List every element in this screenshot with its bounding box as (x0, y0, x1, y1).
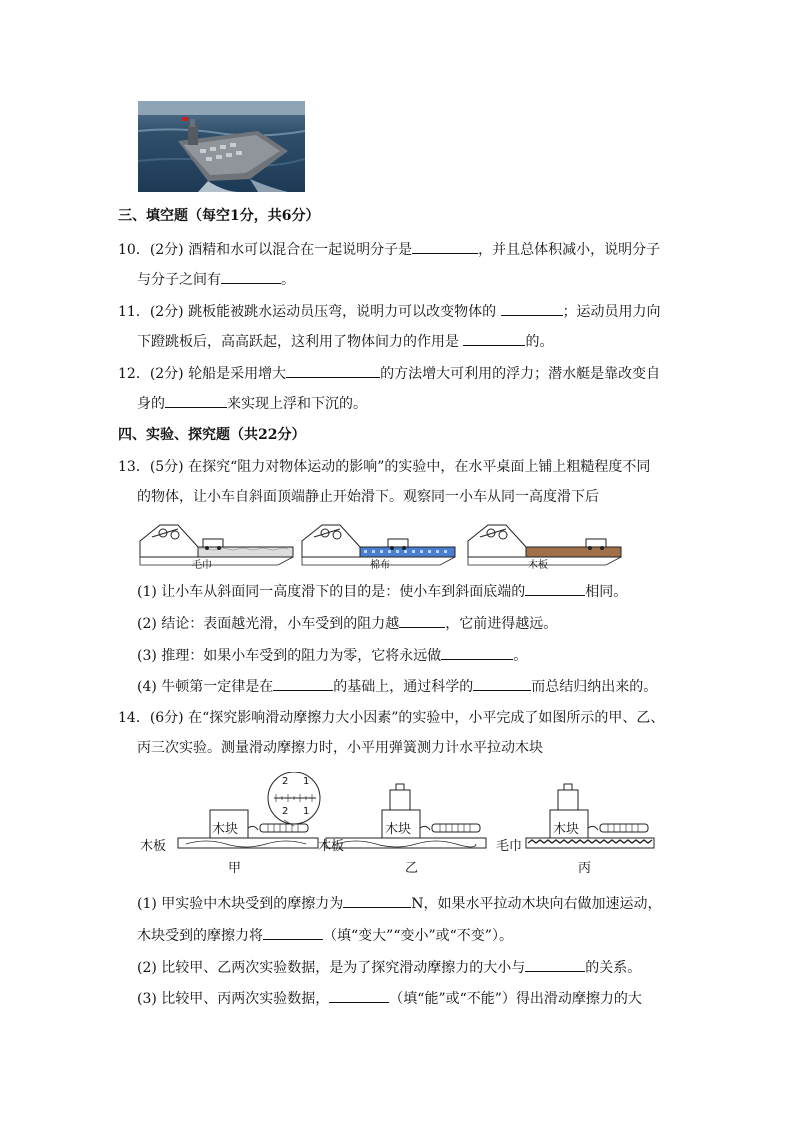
board-bing (526, 784, 654, 848)
q13-p4-mid: 的基础上，通过科学的 (333, 679, 474, 695)
q10-blank-2[interactable] (221, 269, 281, 284)
block-label-bing: 木块 (553, 822, 580, 837)
q14-p2-text: (2) 比较甲、乙两次实验数据，是为了探究滑动摩擦力的大小与 (137, 960, 526, 976)
section-3-title: 三、填空题（每空1分，共6分） (118, 208, 320, 224)
q14-p1-mid: N，如果水平拉动木块向右做加速运动， (411, 896, 662, 912)
caption-bing: 丙 (578, 861, 592, 876)
q14-part-3 (137, 988, 642, 1009)
q12-text-a: 12．(2分) 轮船是采用增大 (118, 366, 287, 382)
q13-part-4 (137, 676, 657, 697)
q11-text-a: 11．(2分) 跳板能被跳水运动员压弯，说明力可以改变物体的 (118, 304, 497, 320)
q13-p2-end: ，它前进得越远。 (445, 616, 558, 632)
question-12-line-2 (137, 393, 367, 414)
question-10-line-1 (118, 239, 660, 260)
q11-blank-1[interactable] (501, 301, 563, 316)
block-label-yi: 木块 (385, 822, 412, 837)
q13-blank-5[interactable] (473, 676, 531, 691)
q13-blank-4[interactable] (273, 676, 333, 691)
q13-part-3 (137, 645, 527, 666)
q13-p1-end: 相同。 (585, 584, 628, 600)
section-4-title: 四、实验、探究题（共22分） (118, 427, 306, 443)
q12-blank-2[interactable] (165, 393, 227, 408)
q13-p4-end: 而总结归纳出来的。 (531, 679, 658, 695)
fig-label-cotton: 棉布 (370, 560, 390, 571)
board-jia (178, 772, 320, 848)
q13-p2-text: (2) 结论：表面越光滑，小车受到的阻力越 (137, 616, 400, 632)
towel-label: 毛巾 (496, 839, 523, 854)
q10-text-c: 与分子之间有 (137, 272, 221, 288)
q14-p2-end: 的关系。 (585, 960, 642, 976)
q14-blank-4[interactable] (329, 988, 389, 1003)
q10-text-b: ，并且总体积减小，说明分子 (478, 242, 661, 258)
q14-p3-end: （填“能”或“不能”）得出滑动摩擦力的大 (389, 991, 642, 1007)
caption-yi: 乙 (405, 861, 419, 876)
friction-experiment-figure (176, 772, 656, 854)
gauge-label-bottom-right: 1 (303, 806, 310, 817)
fig-label-wood: 木板 (528, 560, 548, 571)
question-11-line-1 (118, 301, 661, 322)
q12-blank-1[interactable] (286, 363, 380, 378)
q14-p1-text: (1) 甲实验中木块受到的摩擦力为 (137, 896, 344, 912)
q13-p1-text: (1) 让小车从斜面同一高度滑下的目的是：使小车到斜面底端的 (137, 584, 526, 600)
q11-text-c: 下蹬跳板后，高高跃起，这利用了物体间力的作用是 (137, 334, 459, 350)
question-13-line-1: 13．(5分) 在探究“阻力对物体运动的影响”的实验中，在水平桌面上铺上粗糙程度不同 (118, 459, 651, 475)
aircraft-carrier-photo (138, 101, 305, 192)
q14-part-1-line-2 (137, 925, 513, 946)
caption-jia: 甲 (228, 861, 242, 876)
q13-blank-3[interactable] (441, 645, 513, 660)
gauge-label-top-right: 1 (303, 776, 310, 787)
q10-blank-1[interactable] (412, 239, 478, 254)
q14-part-2 (137, 957, 641, 978)
q11-text-d: 的。 (525, 334, 554, 350)
aircraft-carrier-icon (138, 101, 305, 192)
q14-blank-3[interactable] (525, 957, 585, 972)
question-14-line-2: 丙三次实验。测量滑动摩擦力时，小平用弹簧测力计水平拉动木块 (137, 740, 543, 756)
board-label-2: 木板 (318, 839, 345, 854)
q11-blank-2[interactable] (463, 331, 525, 346)
q14-blank-1[interactable] (343, 893, 411, 908)
q12-text-c: 身的 (137, 396, 165, 412)
question-14-line-1: 14．(6分) 在“探究影响滑动摩擦力大小因素”的实验中，小平完成了如图所示的甲、乙、 (118, 710, 665, 726)
board-yi (326, 784, 486, 848)
q13-p3-text: (3) 推理：如果小车受到的阻力为零，它将永远做 (137, 648, 442, 664)
fig-label-towel: 毛巾 (192, 560, 212, 571)
q13-part-1 (137, 581, 627, 602)
question-13-line-2: 的物体，让小车自斜面顶端静止开始滑下。观察同一小车从同一高度滑下后 (137, 489, 599, 505)
question-11-line-2 (137, 331, 553, 352)
q13-part-2 (137, 613, 557, 634)
q10-text-a: 10．(2分) 酒精和水可以混合在一起说明分子是 (118, 242, 413, 258)
q13-p3-end: 。 (513, 648, 528, 664)
q10-text-d: 。 (281, 272, 295, 288)
q13-blank-2[interactable] (399, 613, 445, 628)
board-label-1: 木板 (140, 839, 167, 854)
gauge-label-bottom-left: 2 (282, 806, 289, 817)
q11-text-b: ；运动员用力向 (562, 304, 661, 320)
ramp-towel (140, 525, 293, 565)
q13-p4-text: (4) 牛顿第一定律是在 (137, 679, 274, 695)
gauge-label-top-left: 2 (282, 776, 289, 787)
q14-p1-text-2: 木块受到的摩擦力将 (137, 928, 263, 944)
question-12-line-1 (118, 363, 660, 384)
block-label-jia: 木块 (212, 822, 239, 837)
question-10-line-2 (137, 269, 295, 290)
q14-blank-2[interactable] (263, 925, 323, 940)
q13-blank-1[interactable] (525, 581, 585, 596)
q14-part-1-line-1 (137, 893, 662, 914)
q14-p3-text: (3) 比较甲、丙两次实验数据， (137, 991, 330, 1007)
q12-text-d: 来实现上浮和下沉的。 (227, 396, 367, 412)
q14-p1-end: （填“变大”“变小”或“不变”）。 (323, 928, 513, 944)
q12-text-b: 的方法增大可利用的浮力；潜水艇是靠改变自 (380, 366, 661, 382)
